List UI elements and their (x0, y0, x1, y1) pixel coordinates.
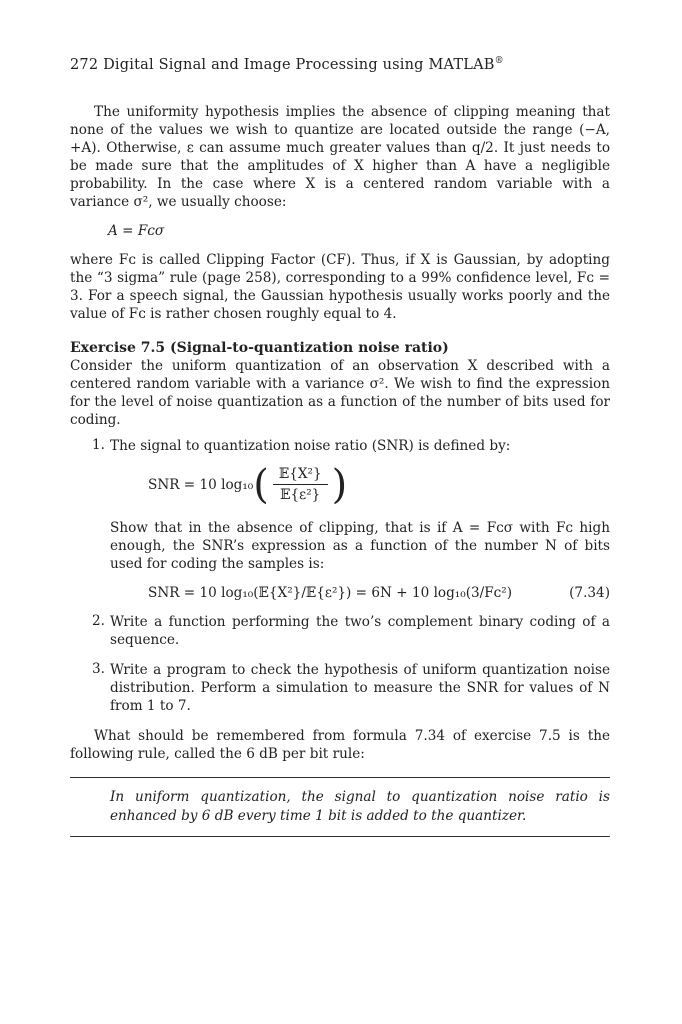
paragraph-uniformity: The uniformity hypothesis implies the absence of clipping meaning that none of the values we wish to quantize are located outside the range (−A, +A). Otherwise, ε can assume much greater values than q/2. It just needs to be made sure that the amplitudes of X higher than A have a negligible probability. In the case where X is a centered random variable with a variance σ², we usually choose: (70, 103, 610, 210)
rule-bottom (70, 836, 610, 837)
exercise-list (70, 437, 610, 715)
exercise-body: Consider the uniform quantization of an observation X described with a centered random variable with a variance σ². We wish to find the expression for the level of noise quantization as a function of the number of bits used for coding. (70, 357, 610, 428)
page (70, 56, 610, 837)
key-rule: In uniform quantization, the signal to quantization noise ratio is enhanced by 6 dB every time 1 bit is added to the quantizer. (110, 788, 610, 824)
exercise-title: Exercise 7.5 (Signal-to-quantization noise ratio) (70, 339, 449, 356)
list-item: 3. Write a program to check the hypothesis of uniform quantization noise distribution. Perform a simulation to measure the SNR for values of N from 1 to 7. (92, 660, 610, 714)
equation-clipping: A = Fᴄσ (108, 222, 165, 239)
running-header: 272 Digital Signal and Image Processing using MATLAB® (70, 56, 504, 73)
equation-7-34: SNR = 10 log₁₀(𝔼{X²}/𝔼{ε²}) = 6N + 10 log₁₀(3/Fᴄ²) (7.34) (148, 584, 610, 601)
paragraph-clipping-factor: where Fᴄ is called Clipping Factor (CF). Thus, if X is Gaussian, by adopting the “3 sigma” rule (page 258), corresponding to a 99% confidence level, Fᴄ = 3. For a speech signal, the Gaussian hypothesis usually works poorly and the value of Fᴄ is rather chosen roughly equal to 4. (70, 251, 610, 322)
closing-paragraph: What should be remembered from formula 7.34 of exercise 7.5 is the following rule, called the 6 dB per bit rule: (70, 727, 610, 762)
list-item: 1. The signal to quantization noise ratio (SNR) is defined by: SNR = 10 log₁₀ ( $\frac{\text{𝔼\{X²\}}}{\text{𝔼\{ε²\}}}$ ) Show that in the absence of clipping, that is if A = Fᴄσ with Fᴄ high enough, the SNR’s expression as a function of the number N of bits used for coding the samples is: SNR = 10 log₁₀(𝔼{X²}/𝔼{ε²}) = 6N + 10 log₁₀(3/Fᴄ²) (7.34) (92, 436, 610, 601)
list-item: 2. Write a function performing the two’s complement binary coding of a sequence. (92, 612, 610, 648)
snr-definition: SNR = 10 log₁₀ ( $\frac{\text{𝔼\{X²\}}}{\text{𝔼\{ε²\}}}$ ) (148, 461, 348, 508)
